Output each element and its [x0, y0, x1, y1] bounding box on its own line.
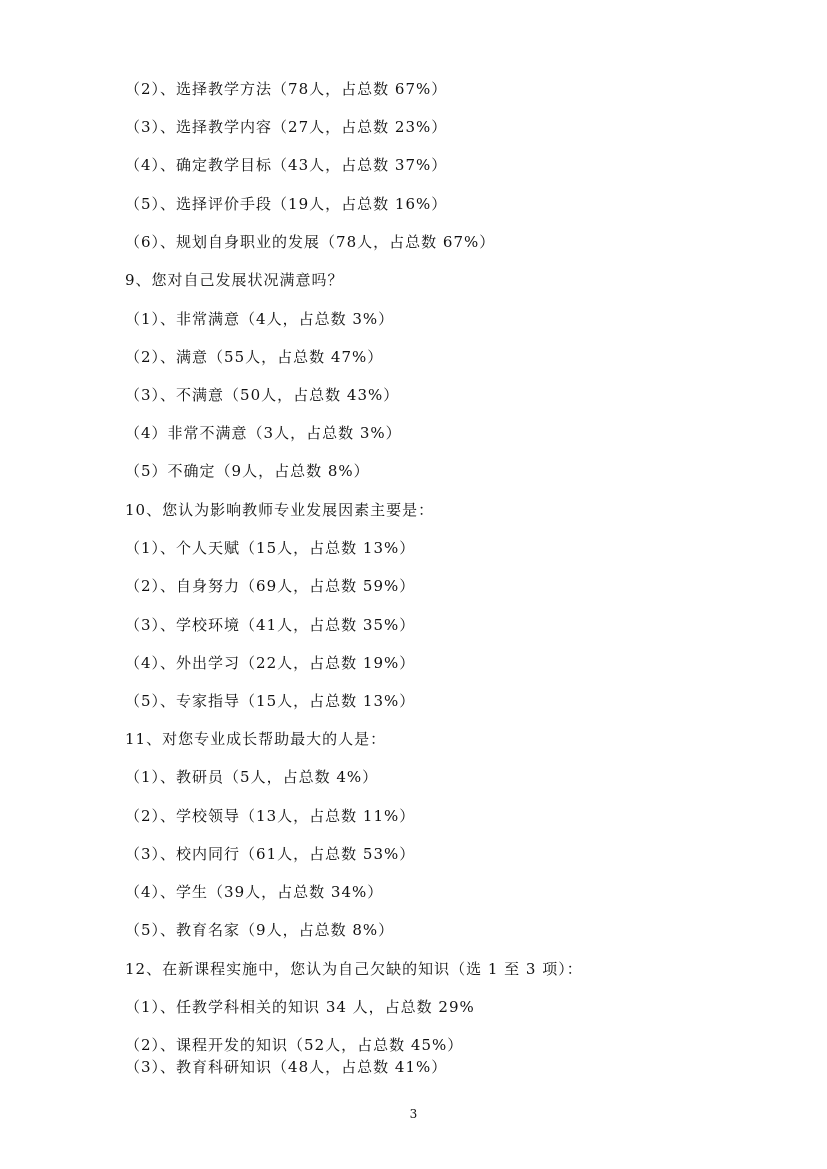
text-line: （2）、选择教学方法（78人，占总数 67%）: [125, 80, 448, 98]
text-line: （5）、选择评价手段（19人，占总数 16%）: [125, 195, 448, 213]
text-line: （4）、确定教学目标（43人，占总数 37%）: [125, 156, 448, 174]
text-line: （4）、外出学习（22人，占总数 19%）: [125, 654, 416, 672]
text-line: （3）、校内同行（61人，占总数 53%）: [125, 845, 416, 863]
text-line: （5）、教育名家（9人，占总数 8%）: [125, 921, 395, 939]
text-line: （3）、教育科研知识（48人，占总数 41%）: [125, 1058, 448, 1076]
text-line: （6）、规划自身职业的发展（78人，占总数 67%）: [125, 233, 496, 251]
question-heading: 12、在新课程实施中，您认为自己欠缺的知识（选 1 至 3 项）：: [125, 960, 583, 978]
text-line: （3）、学校环境（41人，占总数 35%）: [125, 616, 416, 634]
text-line: （3）、不满意（50人，占总数 43%）: [125, 386, 400, 404]
text-line: （5）、专家指导（15人，占总数 13%）: [125, 692, 416, 710]
text-line: （4）、学生（39人，占总数 34%）: [125, 883, 384, 901]
question-heading: 10、您认为影响教师专业发展因素主要是：: [125, 501, 435, 519]
text-line: （1）、教研员（5人，占总数 4%）: [125, 768, 379, 786]
question-heading: 11、对您专业成长帮助最大的人是：: [125, 730, 387, 748]
text-line: （5）不确定（9人，占总数 8%）: [125, 462, 370, 480]
text-line: （2）、自身努力（69人，占总数 59%）: [125, 577, 416, 595]
text-line: （1）、非常满意（4人，占总数 3%）: [125, 310, 395, 328]
text-line: （1）、任教学科相关的知识 34 人，占总数 29%: [125, 998, 475, 1016]
text-line: （2）、学校领导（13人，占总数 11%）: [125, 807, 416, 825]
text-line: （4）非常不满意（3人，占总数 3%）: [125, 424, 402, 442]
text-line: （2）、满意（55人，占总数 47%）: [125, 348, 384, 366]
text-line: （1）、个人天赋（15人，占总数 13%）: [125, 539, 416, 557]
text-line: （2）、课程开发的知识（52人，占总数 45%）: [125, 1036, 464, 1054]
page-number: 3: [409, 1107, 418, 1121]
question-heading: 9、您对自己发展状况满意吗？: [125, 271, 344, 289]
text-line: （3）、选择教学内容（27人，占总数 23%）: [125, 118, 448, 136]
